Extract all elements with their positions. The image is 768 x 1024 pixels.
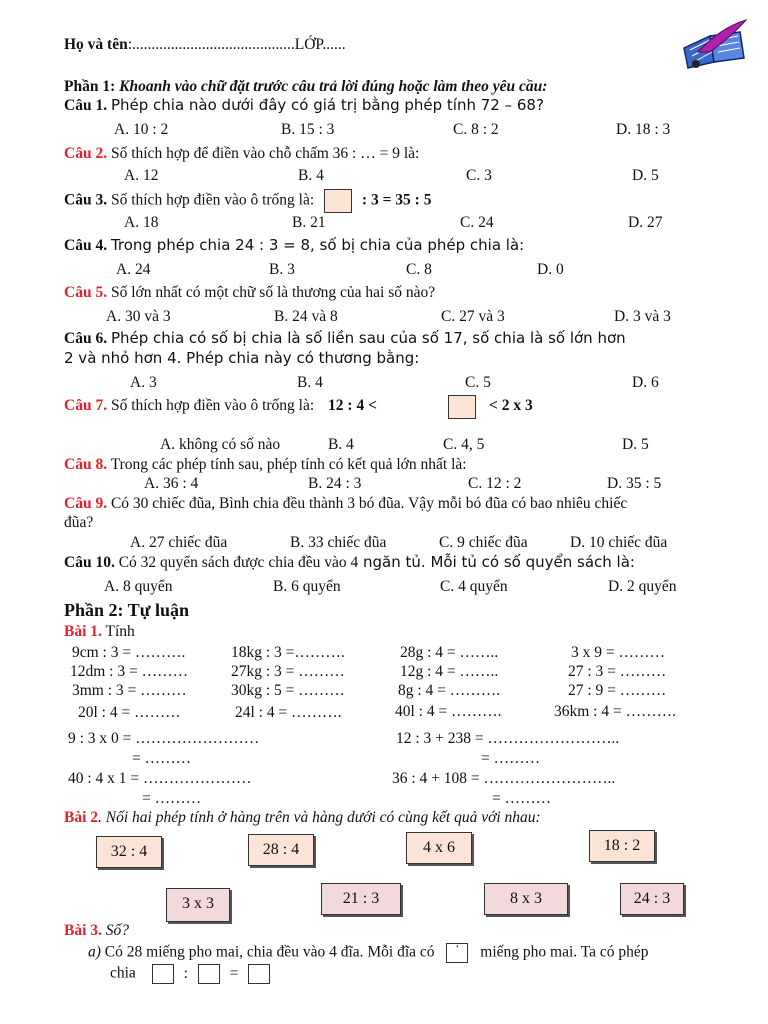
question-label: Câu 9. xyxy=(64,495,108,512)
question-text: Số thích hợp điền vào ô trống là: xyxy=(110,397,315,414)
option[interactable]: D. 18 : 3 xyxy=(616,121,671,138)
option[interactable]: D. 27 xyxy=(628,214,663,231)
question-9 xyxy=(64,495,627,513)
question-equation: : 3 = 35 : 5 xyxy=(361,191,432,209)
question-text: Có 32 quyển sách được chia đều vào 4 xyxy=(118,554,359,571)
calc-cell: 20l : 4 = ……… xyxy=(78,704,181,721)
exercise-text: . Nối hai phép tính ở hàng trên và hàng dưới có cùng kết quả với nhau: xyxy=(98,809,541,826)
exercise-label: Bài 1. xyxy=(64,623,102,640)
question-10 xyxy=(64,554,635,572)
option[interactable]: B. 3 xyxy=(269,261,295,278)
question-label: Câu 5. xyxy=(64,284,108,301)
question-text: Phép chia nào dưới đây có giá trị bằng phép tính 72 – 68? xyxy=(110,96,544,114)
option[interactable]: A. 30 và 3 xyxy=(106,308,171,325)
bai1-heading xyxy=(64,623,135,641)
calc-cell: 27 : 3 = ……… xyxy=(568,663,667,680)
book-quill-logo xyxy=(680,18,750,70)
match-card-top[interactable]: 32 : 4 xyxy=(96,836,162,868)
name-dots: :..........................................LỚP...... xyxy=(127,36,346,53)
question-text: Trong các phép tính sau, phép tính có kết quả lớn nhất là: xyxy=(110,456,467,473)
part1-instruction: Khoanh vào chữ đặt trước câu trả lời đúng hoặc làm theo yêu cầu: xyxy=(119,78,548,95)
option[interactable]: D. 35 : 5 xyxy=(607,475,662,492)
match-card-top[interactable]: 18 : 2 xyxy=(589,830,655,862)
expression-result: = ……… xyxy=(132,750,192,767)
exercise-label: Bài 2 xyxy=(64,809,99,826)
option[interactable]: C. 8 xyxy=(406,261,432,278)
option[interactable]: D. 3 và 3 xyxy=(614,308,671,325)
part-text: Có 28 miếng pho mai, chia đều vào 4 đĩa. Mỗi đĩa có xyxy=(104,943,435,961)
bai2-heading xyxy=(64,809,541,827)
equals-sign: = xyxy=(229,964,239,982)
option[interactable]: B. 15 : 3 xyxy=(281,121,335,138)
match-card-top[interactable]: 28 : 4 xyxy=(248,834,314,866)
question-3 xyxy=(64,189,431,213)
expression-result: = ……… xyxy=(142,790,202,807)
option[interactable]: D. 5 xyxy=(622,436,649,453)
exercise-text: Số? xyxy=(105,922,130,939)
question-label: Câu 2. xyxy=(64,145,108,162)
option[interactable]: C. 5 xyxy=(465,374,491,391)
bai3-part-a xyxy=(88,943,649,963)
option[interactable]: C. 27 và 3 xyxy=(441,308,505,325)
question-5 xyxy=(64,284,435,302)
option[interactable]: B. 24 và 8 xyxy=(274,308,338,325)
option[interactable]: A. 10 : 2 xyxy=(114,121,169,138)
expression: 9 : 3 x 0 = …………………… xyxy=(68,730,260,747)
bai3-division-row xyxy=(110,964,270,984)
calc-cell: 8g : 4 = ………. xyxy=(398,682,501,699)
question-6 xyxy=(64,330,626,348)
option[interactable]: A. 18 xyxy=(124,214,159,231)
option[interactable]: B. 4 xyxy=(298,167,324,184)
answer-box[interactable]: ‘ xyxy=(446,943,468,963)
division-sign: : xyxy=(183,964,188,982)
question-text: Số lớn nhất có một chữ số là thương của hai số nào? xyxy=(110,284,436,301)
name-label: Họ và tên xyxy=(64,36,128,53)
option[interactable]: C. 4, 5 xyxy=(443,436,485,453)
question-text: Phép chia có số bị chia là số liền sau của số 17, số chia là số lớn hơn xyxy=(110,329,626,347)
option[interactable]: C. 8 : 2 xyxy=(453,121,499,138)
option[interactable]: D. 0 xyxy=(537,261,564,278)
question-label: Câu 4. xyxy=(64,237,108,254)
division-label: chia xyxy=(110,964,136,982)
answer-box[interactable] xyxy=(198,964,220,984)
part-text-cont: miếng pho mai. Ta có phép xyxy=(480,943,649,961)
calc-cell: 27 : 9 = ……… xyxy=(568,682,667,699)
option[interactable]: A. 3 xyxy=(130,374,157,391)
question-2 xyxy=(64,145,419,163)
calc-cell: 28g : 4 = …….. xyxy=(400,644,499,661)
question-equation-tail: < 2 x 3 xyxy=(489,397,533,414)
question-label: Câu 6. xyxy=(64,330,108,347)
calc-cell: 12dm : 3 = ……… xyxy=(70,663,189,680)
part1-heading xyxy=(64,78,547,96)
option[interactable]: B. 24 : 3 xyxy=(308,475,362,492)
option[interactable]: B. 33 chiếc đũa xyxy=(290,534,387,551)
match-card-bottom[interactable]: 21 : 3 xyxy=(321,883,401,915)
calc-cell: 9cm : 3 = ………. xyxy=(72,644,186,661)
calc-cell: 30kg : 5 = ……… xyxy=(231,682,345,699)
calc-cell: 18kg : 3 =………. xyxy=(231,644,345,661)
question-1 xyxy=(64,97,544,115)
option[interactable]: A. 12 xyxy=(124,167,159,184)
option[interactable]: A. 24 xyxy=(116,261,151,278)
question-text: Có 30 chiếc đũa, Bình chia đều thành 3 bó đũa. Vậy mỗi bó đũa có bao nhiêu chiếc xyxy=(110,495,628,512)
option[interactable]: A. 8 quyển xyxy=(104,578,173,595)
match-card-bottom[interactable]: 24 : 3 xyxy=(620,883,684,915)
option[interactable]: C. 3 xyxy=(466,167,492,184)
question-text: Số thích hợp để điền vào chỗ chấm 36 : … = 9 là: xyxy=(110,145,420,162)
question-label: Câu 1. xyxy=(64,97,108,114)
match-card-bottom[interactable]: 8 x 3 xyxy=(484,883,568,915)
question-8 xyxy=(64,456,467,474)
question-7 xyxy=(64,397,377,415)
question-label: Câu 10. xyxy=(64,554,115,571)
option[interactable]: D. 10 chiếc đũa xyxy=(570,534,668,551)
calc-cell: 24l : 4 = ………. xyxy=(235,704,342,721)
part2-title: Phần 2: Tự luận xyxy=(64,600,190,620)
option[interactable]: C. 9 chiếc đũa xyxy=(439,534,528,551)
part1-title: Phần 1: xyxy=(64,78,116,95)
question-text-sans: ngăn tủ. Mỗi tủ có số quyển sách là: xyxy=(358,553,635,571)
calc-cell: 3 x 9 = ……… xyxy=(571,644,665,661)
expression-result: = ……… xyxy=(481,750,541,767)
expression-result: = ……… xyxy=(492,790,552,807)
calc-cell: 12g : 4 = …….. xyxy=(400,663,499,680)
question-text: Số thích hợp điền vào ô trống là: xyxy=(110,191,315,209)
option[interactable]: C. 4 quyển xyxy=(440,578,508,595)
expression: 12 : 3 + 238 = …………………….. xyxy=(396,730,620,747)
option[interactable]: D. 6 xyxy=(632,374,659,391)
answer-box[interactable] xyxy=(152,964,174,984)
exercise-text: Tính xyxy=(105,623,135,640)
question-4 xyxy=(64,237,524,255)
expression: 36 : 4 + 108 = …………………….. xyxy=(392,770,616,787)
option[interactable]: B. 4 xyxy=(328,436,354,453)
calc-cell: 36km : 4 = ………. xyxy=(554,703,676,720)
match-card-top[interactable]: 4 x 6 xyxy=(406,832,472,864)
bai3-heading xyxy=(64,922,129,940)
answer-box[interactable] xyxy=(248,964,270,984)
student-name-line xyxy=(64,36,346,54)
answer-box[interactable] xyxy=(448,395,476,419)
option[interactable]: C. 24 xyxy=(460,214,494,231)
option[interactable]: D. 5 xyxy=(632,167,659,184)
option[interactable]: C. 12 : 2 xyxy=(468,475,522,492)
answer-box[interactable] xyxy=(324,189,352,213)
option[interactable]: B. 4 xyxy=(297,374,323,391)
question-text-cont: 2 và nhỏ hơn 4. Phép chia này có thương bằng: xyxy=(64,349,420,367)
option[interactable]: A. 36 : 4 xyxy=(144,475,199,492)
option[interactable]: A. 27 chiếc đũa xyxy=(130,534,228,551)
part-label: a) xyxy=(88,943,101,961)
question-text: Trong phép chia 24 : 3 = 8, số bị chia của phép chia là: xyxy=(110,236,525,254)
question-label: Câu 3. xyxy=(64,191,108,209)
calc-cell: 27kg : 3 = ……… xyxy=(231,663,345,680)
option[interactable]: D. 2 quyển xyxy=(608,578,677,595)
option[interactable]: A. không có số nào xyxy=(160,436,281,453)
question-equation: 12 : 4 < xyxy=(328,397,377,414)
question-label: Câu 8. xyxy=(64,456,108,473)
exercise-label: Bài 3. xyxy=(64,922,102,939)
option[interactable]: B. 6 quyển xyxy=(273,578,341,595)
question-label: Câu 7. xyxy=(64,397,108,414)
calc-cell: 3mm : 3 = ……… xyxy=(72,682,187,699)
expression: 40 : 4 x 1 = ………………… xyxy=(68,770,252,787)
question-text-cont: đũa? xyxy=(64,514,94,531)
calc-cell: 40l : 4 = ………. xyxy=(395,703,502,720)
match-card-bottom[interactable]: 3 x 3 xyxy=(166,888,230,922)
option[interactable]: B. 21 xyxy=(292,214,326,231)
